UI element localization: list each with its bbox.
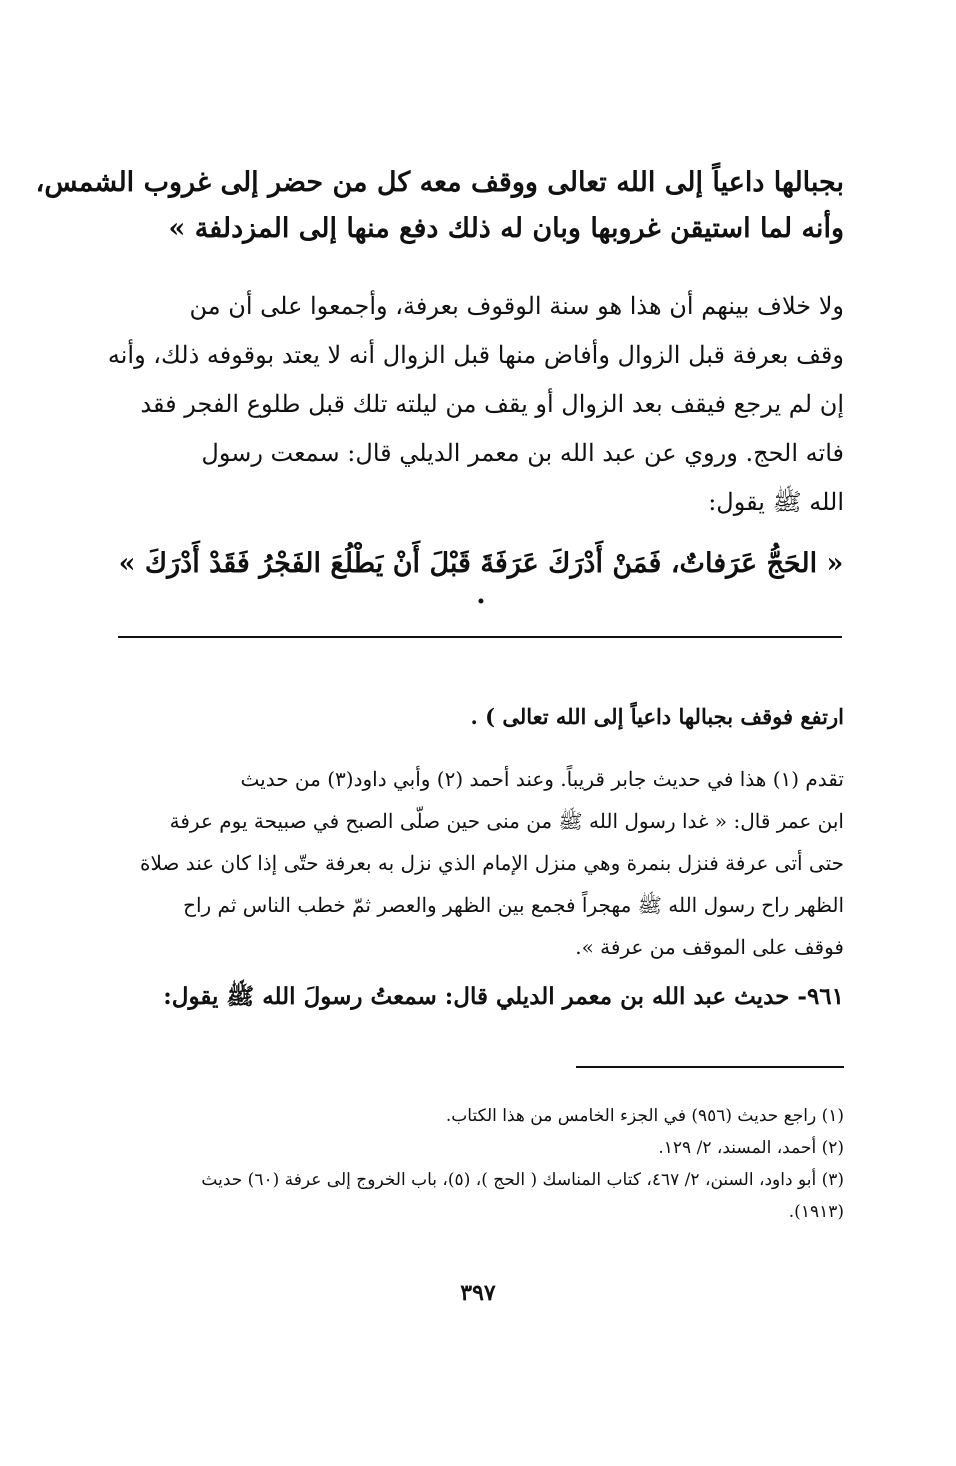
text-line: ولا خلاف بينهم أن هذا هو سنة الوقوف بعرفة، وأجمعوا على أن من <box>189 292 844 320</box>
footnotes <box>118 1100 844 1228</box>
text-line: إن لم يرجع فيقف بعد الزوال أو يقف من ليلته تلك قبل طلوع الفجر فقد <box>140 390 844 418</box>
text-line: بجبالها داعياً إلى الله تعالى ووقف معه كل من حضر إلى غروب الشمس، <box>35 167 844 198</box>
text-line: وقف بعرفة قبل الزوال وأفاض منها قبل الزوال أنه لا يعتد بوقوفه ذلك، وأنه <box>107 341 844 369</box>
text-line: الظهر راح رسول الله ﷺ مهجراً فجمع بين الظهر والعصر ثمّ خطب الناس ثم راح <box>183 893 844 917</box>
note-heading: ارتفع فوقف بجبالها داعياً إلى الله تعالى ) . <box>470 704 844 729</box>
text-line: ابن عمر قال: « غدا رسول الله ﷺ من منى حين صلّى الصبح في صبيحة يوم عرفة <box>169 809 844 833</box>
text-line: الله ﷺ يقول: <box>708 488 844 516</box>
text-line: فاته الحج. وروي عن عبد الله بن معمر الديلي قال: سمعت رسول <box>201 439 844 467</box>
footnote: (١٩١٣). <box>788 1202 844 1222</box>
text-line: حتى أتى عرفة فنزل بنمرة وهي منزل الإمام الذي نزل به بعرفة حتّى إذا كان عند صلاة <box>139 851 844 875</box>
footnote: (١) راجع حديث (٩٥٦) في الجزء الخامس من هذا الكتاب. <box>445 1106 844 1126</box>
takhrij-commentary <box>118 758 844 968</box>
footnote: (٣) أبو داود، السنن، ٢/ ٤٦٧، كتاب المناسك ( الحج )، (٥)، باب الخروج إلى عرفة (٦٠) حديث <box>201 1170 844 1190</box>
continued-hadith-text <box>35 160 844 252</box>
footnote-divider <box>576 1066 844 1068</box>
text-line: تقدم (١) هذا في حديث جابر قريباً. وعند أحمد (٢) وأبي داود(٣) من حديث <box>240 767 844 791</box>
commentary-paragraph <box>107 282 844 527</box>
text-line: وأنه لما استيقن غروبها وبان له ذلك دفع منها إلى المزدلفة » <box>168 213 844 244</box>
page-number: ٣٩٧ <box>460 1280 496 1306</box>
section-divider <box>118 636 842 638</box>
text-line: فوقف على الموقف من عرفة ». <box>575 935 844 959</box>
footnote: (٢) أحمد، المسند، ٢/ ١٢٩. <box>658 1138 844 1158</box>
hadith-quote: « الحَجُّ عَرَفاتٌ، فَمَنْ أَدْرَكَ عَرَفَةَ قَبْلَ أَنْ يَطْلُعَ الفَجْرُ فَقَدْ أَدْرَكَ » . <box>118 548 844 610</box>
hadith-number-heading: ٩٦١- حديث عبد الله بن معمر الديلي قال: سمعتُ رسولَ الله ﷺ يقول: <box>163 983 844 1010</box>
